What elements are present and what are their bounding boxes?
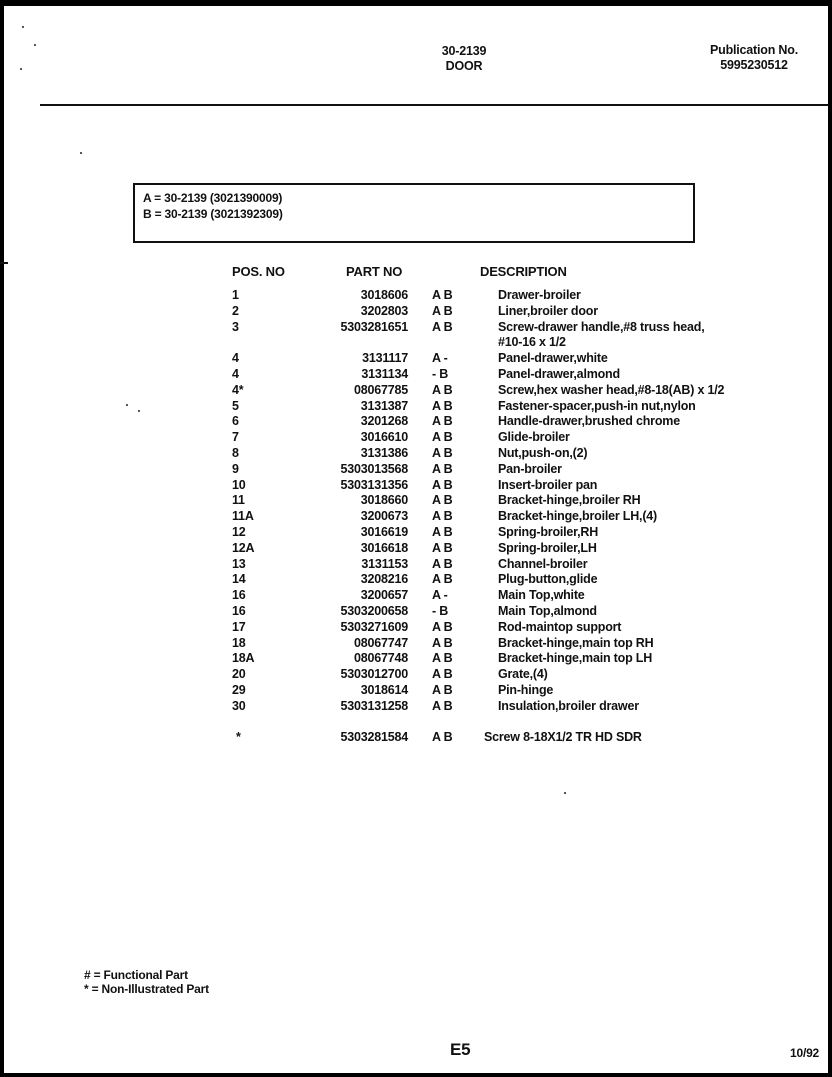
part-pos: 4 bbox=[232, 366, 239, 381]
part-description: Channel-broiler bbox=[498, 556, 588, 571]
part-pos: 9 bbox=[232, 461, 239, 476]
part-pos: 16 bbox=[232, 588, 246, 603]
part-description: Spring-broiler,RH bbox=[498, 524, 599, 539]
part-pos: 7 bbox=[232, 430, 239, 445]
part-availability: A B bbox=[432, 635, 453, 650]
part-availability: A B bbox=[432, 477, 453, 492]
part-description: Bracket-hinge,broiler LH,(4) bbox=[498, 509, 658, 524]
part-number: 5303200658 bbox=[340, 603, 408, 618]
part-description: Main Top,white bbox=[498, 588, 585, 603]
table-row bbox=[228, 367, 758, 383]
extra-part-desc: Screw 8-18X1/2 TR HD SDR bbox=[484, 730, 642, 744]
part-availability: A B bbox=[432, 572, 453, 587]
part-number: 3201268 bbox=[360, 414, 408, 429]
scan-speck bbox=[126, 404, 128, 406]
part-description: Plug-button,glide bbox=[498, 572, 598, 587]
part-pos: 6 bbox=[232, 414, 239, 429]
model-legend-b bbox=[143, 207, 283, 221]
header-model: 30-2139 bbox=[441, 44, 487, 58]
part-description: Pan-broiler bbox=[498, 461, 562, 476]
table-row bbox=[228, 478, 758, 494]
table-row bbox=[228, 304, 758, 320]
table-row bbox=[228, 414, 758, 430]
table-row bbox=[228, 588, 758, 604]
table-row bbox=[228, 541, 758, 557]
part-pos: 29 bbox=[232, 682, 246, 697]
part-description: Main Top,almond bbox=[498, 603, 597, 618]
header-section: DOOR bbox=[445, 59, 483, 73]
part-description: Bracket-hinge,broiler RH bbox=[498, 493, 641, 508]
model-code: = 30-2139 (3021392309) bbox=[154, 207, 283, 221]
scan-speck bbox=[564, 792, 566, 794]
model-key: A bbox=[143, 191, 152, 205]
extra-part-number: 5303281584 bbox=[340, 730, 408, 744]
header-divider bbox=[40, 104, 828, 106]
part-number: 3131134 bbox=[361, 366, 408, 381]
column-header-part: PART NO bbox=[346, 264, 403, 279]
table-row bbox=[228, 509, 758, 525]
table-row bbox=[228, 651, 758, 667]
part-description: Panel-drawer,white bbox=[498, 351, 608, 366]
part-description: Spring-broiler,LH bbox=[498, 540, 597, 555]
part-pos: 12 bbox=[232, 524, 246, 539]
part-pos: 30 bbox=[232, 698, 246, 713]
part-pos: 2 bbox=[232, 303, 239, 318]
part-pos: 17 bbox=[232, 619, 246, 634]
part-pos: 8 bbox=[232, 445, 239, 460]
table-row bbox=[228, 620, 758, 636]
part-number: 3018614 bbox=[360, 682, 408, 697]
extra-part-avail: A B bbox=[432, 730, 453, 744]
part-number: 3018660 bbox=[360, 493, 408, 508]
parts-table bbox=[228, 288, 758, 715]
part-number: 3131387 bbox=[360, 398, 408, 413]
part-availability: A B bbox=[432, 414, 453, 429]
column-header-description: DESCRIPTION bbox=[480, 264, 567, 279]
part-availability: A B bbox=[432, 509, 453, 524]
part-availability: - B bbox=[432, 603, 449, 618]
part-pos: 10 bbox=[232, 477, 246, 492]
part-pos: 12A bbox=[232, 540, 255, 555]
part-number: 5303271609 bbox=[340, 619, 408, 634]
model-legend-box bbox=[133, 183, 695, 243]
part-number bbox=[318, 335, 408, 351]
part-description: Panel-drawer,almond bbox=[498, 366, 620, 381]
part-pos: 3 bbox=[232, 319, 239, 334]
page-number: E5 bbox=[450, 1040, 471, 1059]
part-number: 08067748 bbox=[353, 651, 408, 666]
part-availability bbox=[408, 335, 498, 351]
part-pos: 1 bbox=[232, 288, 239, 302]
part-pos: 16 bbox=[232, 603, 246, 618]
publication-label: Publication No. bbox=[710, 43, 798, 57]
part-pos: 11 bbox=[232, 493, 245, 508]
table-row bbox=[228, 399, 758, 415]
part-number: 3131117 bbox=[362, 351, 408, 366]
part-number: 3202803 bbox=[360, 303, 408, 318]
part-pos: 4 bbox=[232, 351, 239, 366]
part-pos: 5 bbox=[232, 398, 239, 413]
part-availability: A B bbox=[432, 382, 453, 397]
part-number: 5303131258 bbox=[340, 698, 408, 713]
scan-speck bbox=[22, 26, 24, 28]
table-row bbox=[228, 525, 758, 541]
table-row bbox=[228, 288, 758, 304]
part-number: 3018606 bbox=[360, 288, 408, 302]
part-description: Drawer-broiler bbox=[498, 288, 581, 302]
part-description: Fastener-spacer,push-in nut,nylon bbox=[498, 398, 696, 413]
scan-edge-mark bbox=[0, 262, 8, 264]
part-availability: A B bbox=[432, 445, 453, 460]
parts-list-page bbox=[4, 6, 828, 1073]
footnote-non-illustrated: * = Non-Illustrated Part bbox=[84, 982, 209, 996]
model-code: = 30-2139 (3021390009) bbox=[154, 191, 283, 205]
part-pos: 18 bbox=[232, 635, 246, 650]
part-availability: A B bbox=[432, 303, 453, 318]
part-description: Pin-hinge bbox=[498, 682, 554, 697]
part-number: 3131386 bbox=[360, 445, 408, 460]
part-pos: 18A bbox=[232, 651, 255, 666]
part-availability: A B bbox=[432, 540, 453, 555]
table-row bbox=[228, 699, 758, 715]
table-row bbox=[228, 383, 758, 399]
part-pos: 4* bbox=[232, 382, 244, 397]
part-description: Glide-broiler bbox=[498, 430, 570, 445]
part-availability: - B bbox=[432, 366, 449, 381]
table-row bbox=[228, 557, 758, 573]
part-pos: 20 bbox=[232, 667, 246, 682]
part-number: 5303131356 bbox=[340, 477, 408, 492]
part-pos: 13 bbox=[232, 556, 246, 571]
part-description: #10-16 x 1/2 bbox=[498, 335, 566, 350]
part-description: Grate,(4) bbox=[498, 667, 548, 682]
part-number: 3208216 bbox=[360, 572, 408, 587]
part-number: 3016619 bbox=[360, 524, 408, 539]
publication-number: 5995230512 bbox=[720, 58, 788, 72]
part-description: Handle-drawer,brushed chrome bbox=[498, 414, 680, 429]
revision-date: 10/92 bbox=[790, 1046, 820, 1060]
part-description: Insulation,broiler drawer bbox=[498, 698, 639, 713]
part-description: Insert-broiler pan bbox=[498, 477, 598, 492]
part-availability: A B bbox=[432, 698, 453, 713]
part-description: Bracket-hinge,main top LH bbox=[498, 651, 653, 666]
part-number: 3200673 bbox=[360, 509, 408, 524]
part-number: 5303281651 bbox=[340, 319, 408, 334]
part-availability: A B bbox=[432, 651, 453, 666]
table-row bbox=[228, 572, 758, 588]
part-availability: A B bbox=[432, 319, 453, 334]
publication-info bbox=[694, 43, 814, 73]
part-number: 08067747 bbox=[353, 635, 408, 650]
part-availability: A B bbox=[432, 619, 453, 634]
part-number: 3016618 bbox=[360, 540, 408, 555]
table-row bbox=[228, 430, 758, 446]
part-number: 08067785 bbox=[353, 382, 408, 397]
part-availability: A B bbox=[432, 430, 453, 445]
part-pos bbox=[228, 335, 318, 351]
part-availability: A B bbox=[432, 556, 453, 571]
scan-speck bbox=[20, 68, 22, 70]
table-row bbox=[228, 335, 758, 351]
scan-speck bbox=[138, 410, 140, 412]
table-row bbox=[228, 351, 758, 367]
part-number: 3016610 bbox=[360, 430, 408, 445]
part-availability: A - bbox=[432, 588, 448, 603]
table-row bbox=[228, 446, 758, 462]
part-availability: A B bbox=[432, 288, 453, 302]
part-pos: 11A bbox=[232, 509, 254, 524]
scan-speck bbox=[80, 152, 82, 154]
part-availability: A B bbox=[432, 667, 453, 682]
header-title bbox=[399, 44, 529, 74]
part-pos: 14 bbox=[232, 572, 246, 587]
part-description: Liner,broiler door bbox=[498, 303, 598, 318]
table-row bbox=[228, 493, 758, 509]
model-key: B bbox=[143, 207, 152, 221]
part-number: 3200657 bbox=[360, 588, 408, 603]
extra-part-pos: * bbox=[236, 730, 241, 744]
table-row bbox=[228, 683, 758, 699]
part-description: Screw-drawer handle,#8 truss head, bbox=[498, 319, 705, 334]
column-header-pos: POS. NO bbox=[232, 264, 285, 279]
part-description: Nut,push-on,(2) bbox=[498, 445, 588, 460]
model-legend-a bbox=[143, 191, 282, 205]
part-availability: A B bbox=[432, 461, 453, 476]
table-row bbox=[228, 320, 758, 336]
table-row bbox=[228, 667, 758, 683]
part-availability: A B bbox=[432, 524, 453, 539]
footnote-functional: # = Functional Part bbox=[84, 968, 188, 982]
scan-speck bbox=[34, 44, 36, 46]
part-availability: A B bbox=[432, 493, 453, 508]
part-description: Bracket-hinge,main top RH bbox=[498, 635, 654, 650]
part-number: 5303013568 bbox=[340, 461, 408, 476]
part-availability: A - bbox=[432, 351, 448, 366]
part-availability: A B bbox=[432, 682, 453, 697]
part-number: 3131153 bbox=[361, 556, 408, 571]
part-description: Screw,hex washer head,#8-18(AB) x 1/2 bbox=[498, 382, 725, 397]
part-availability: A B bbox=[432, 398, 453, 413]
table-row bbox=[228, 604, 758, 620]
table-row bbox=[228, 636, 758, 652]
part-description: Rod-maintop support bbox=[498, 619, 622, 634]
table-row bbox=[228, 462, 758, 478]
part-number: 5303012700 bbox=[340, 667, 408, 682]
